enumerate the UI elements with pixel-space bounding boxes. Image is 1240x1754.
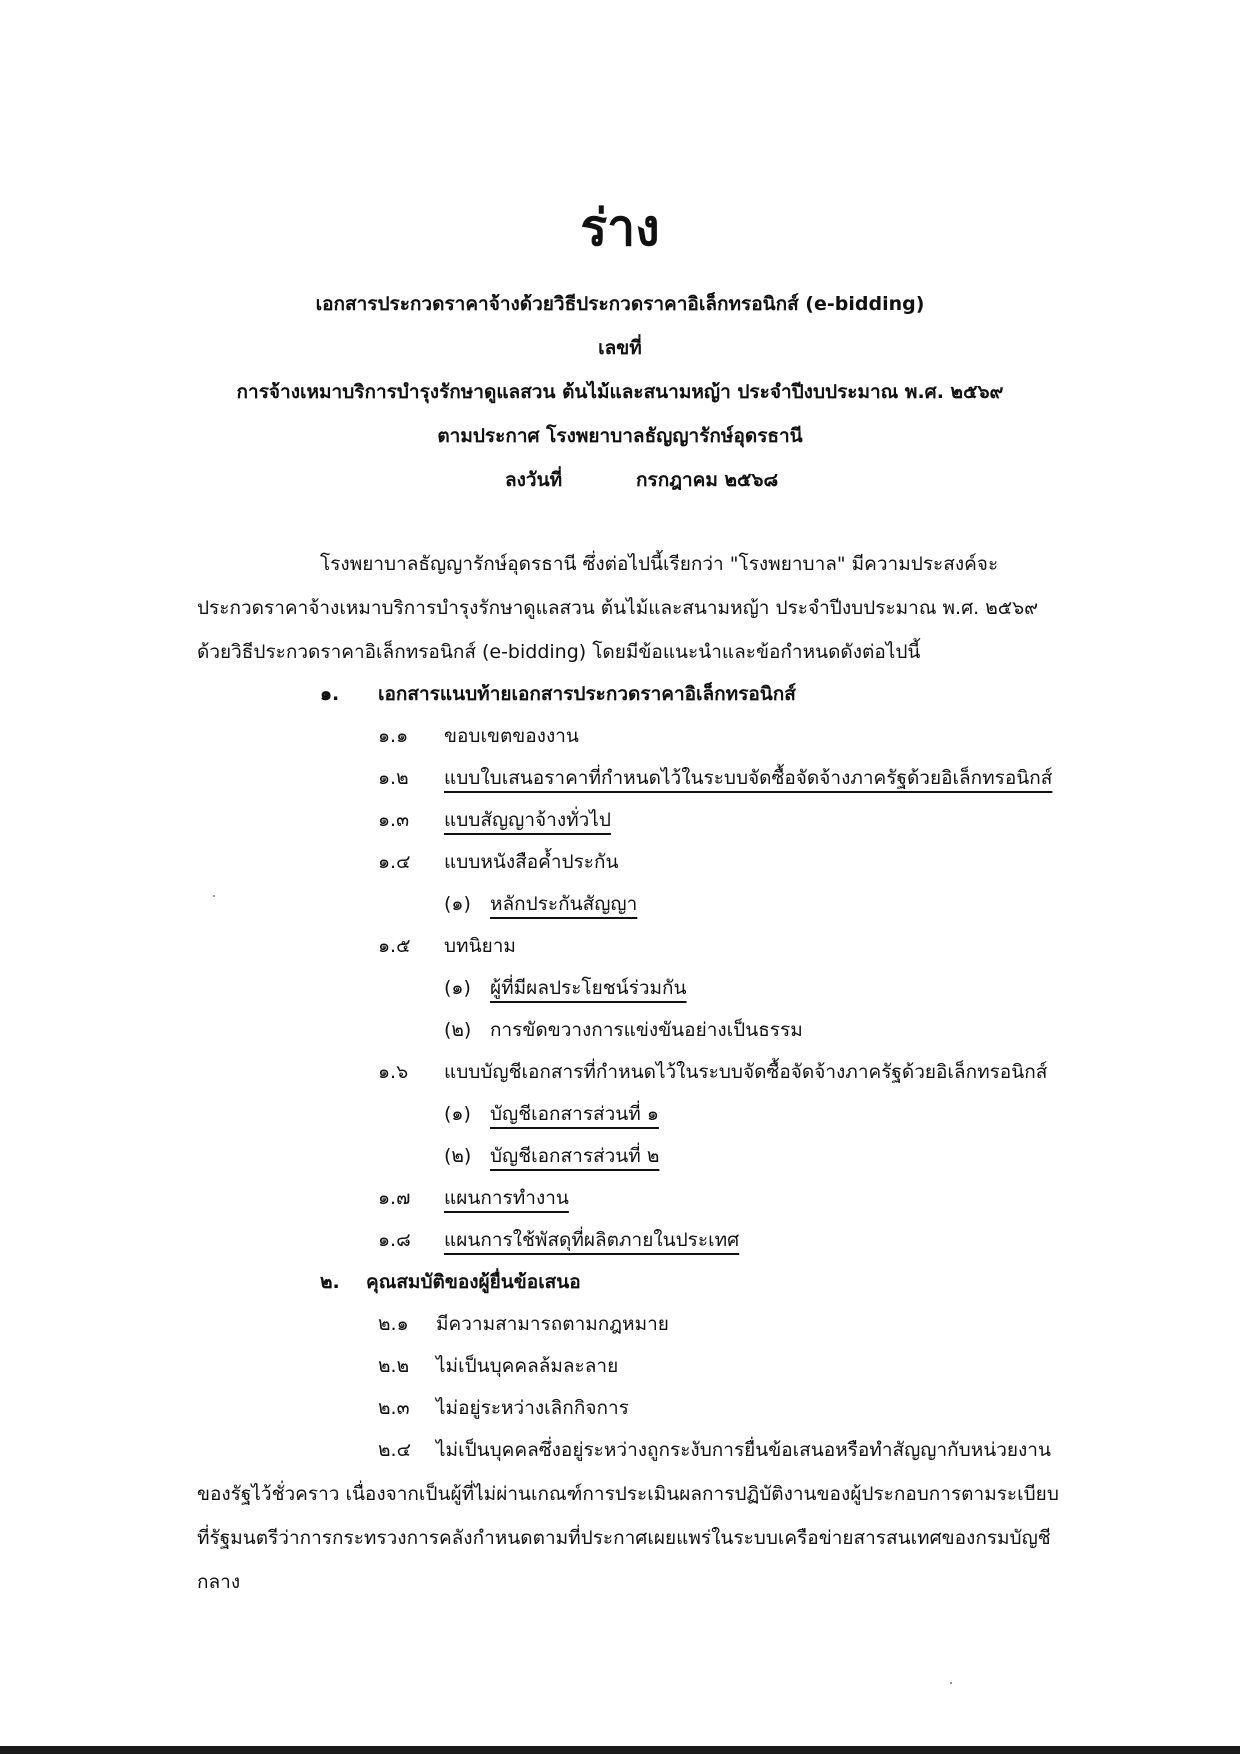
item-text-link: แผนการทำงาน: [444, 1187, 569, 1209]
item-number: ๑.๖: [378, 1061, 409, 1083]
item-text: ขอบเขตของงาน: [444, 725, 579, 747]
item-text: ไม่เป็นบุคคลล้มละลาย: [436, 1355, 619, 1377]
item-number: ๑.๘: [378, 1229, 411, 1251]
intro-line-1: โรงพยาบาลธัญญารักษ์อุดรธานี ซึ่งต่อไปนี้เรียกว่า "โรงพยาบาล" มีความประสงค์จะ: [320, 553, 999, 575]
item-number: ๒.๔: [378, 1439, 411, 1461]
item-number: ๑.๒: [378, 767, 409, 789]
item-number: ๑.๑: [378, 725, 409, 747]
draft-stamp: ร่าง: [580, 199, 660, 257]
doc-title: เอกสารประกวดราคาจ้างด้วยวิธีประกวดราคาอิเล็กทรอนิกส์ (e-bidding): [315, 293, 925, 315]
section-1-title: เอกสารแนบท้ายเอกสารประกวดราคาอิเล็กทรอนิกส์: [378, 683, 796, 705]
item-text-link: แผนการใช้พัสดุที่ผลิตภายในประเทศ: [444, 1229, 740, 1251]
item-number: ๑.๕: [378, 935, 411, 957]
item-text: ไม่อยู่ระหว่างเลิกกิจการ: [436, 1397, 629, 1419]
item-number: ๒.๒: [378, 1355, 410, 1377]
scan-speck: [213, 895, 215, 897]
item-number: ๑.๓: [378, 809, 410, 831]
section-2-continuation-1: ของรัฐไว้ชั่วคราว เนื่องจากเป็นผู้ที่ไม่ผ่านเกณฑ์การประเมินผลการปฏิบัติงานของผู้ประกอบการตามระเบียบ: [197, 1483, 1059, 1505]
subitem-text: การขัดขวางการแข่งขันอย่างเป็นธรรม: [490, 1019, 803, 1041]
item-number: ๑.๗: [378, 1187, 411, 1209]
doc-number-label: เลขที่: [598, 337, 642, 359]
doc-subject: การจ้างเหมาบริการบำรุงรักษาดูแลสวน ต้นไม้และสนามหญ้า ประจำปีงบประมาณ พ.ศ. ๒๕๖๙: [236, 381, 1004, 403]
subitem-text-link: ผู้ที่มีผลประโยชน์ร่วมกัน: [490, 977, 687, 999]
date-value: กรกฎาคม ๒๕๖๘: [636, 469, 779, 491]
subitem-number: (๑): [444, 893, 471, 915]
item-number: ๑.๔: [378, 851, 411, 873]
subitem-number: (๑): [444, 1103, 471, 1125]
section-1-number: ๑.: [320, 683, 340, 705]
item-number: ๒.๑: [378, 1313, 409, 1335]
item-text: ไม่เป็นบุคคลซึ่งอยู่ระหว่างถูกระงับการยื่นข้อเสนอหรือทำสัญญากับหน่วยงาน: [436, 1439, 1051, 1461]
item-text: มีความสามารถตามกฎหมาย: [436, 1313, 669, 1335]
item-text: แบบหนังสือค้ำประกัน: [444, 851, 619, 873]
section-2-title: คุณสมบัติของผู้ยื่นข้อเสนอ: [366, 1271, 581, 1293]
item-text-link: แบบใบเสนอราคาที่กำหนดไว้ในระบบจัดซื้อจัดจ้างภาครัฐด้วยอิเล็กทรอนิกส์: [444, 767, 1053, 789]
subitem-text-link: บัญชีเอกสารส่วนที่ ๒: [490, 1145, 660, 1167]
subitem-text-link: หลักประกันสัญญา: [490, 893, 638, 915]
doc-announcement: ตามประกาศ โรงพยาบาลธัญญารักษ์อุดรธานี: [437, 425, 803, 447]
intro-line-3: ด้วยวิธีประกวดราคาอิเล็กทรอนิกส์ (e-bidding) โดยมีข้อแนะนำและข้อกำหนดดังต่อไปนี้: [197, 641, 921, 663]
scan-speck: [950, 1682, 952, 1684]
intro-line-2: ประกวดราคาจ้างเหมาบริการบำรุงรักษาดูแลสวน ต้นไม้และสนามหญ้า ประจำปีงบประมาณ พ.ศ. ๒๕๖๙: [197, 597, 1039, 619]
item-text: บทนิยาม: [444, 935, 516, 957]
section-2-continuation-3: กลาง: [197, 1571, 241, 1593]
scan-edge-bar: [0, 1746, 1240, 1754]
date-label: ลงวันที่: [505, 469, 563, 491]
section-2-number: ๒.: [320, 1271, 340, 1293]
item-number: ๒.๓: [378, 1397, 410, 1419]
section-2-continuation-2: ที่รัฐมนตรีว่าการกระทรวงการคลังกำหนดตามที่ประกาศเผยแพร่ในระบบเครือข่ายสารสนเทศของกรมบัญชี: [197, 1527, 1051, 1549]
item-text-link: แบบสัญญาจ้างทั่วไป: [444, 809, 611, 831]
item-text: แบบบัญชีเอกสารที่กำหนดไว้ในระบบจัดซื้อจัดจ้างภาครัฐด้วยอิเล็กทรอนิกส์: [444, 1061, 1048, 1083]
subitem-number: (๑): [444, 977, 471, 999]
subitem-number: (๒): [444, 1019, 472, 1041]
subitem-text-link: บัญชีเอกสารส่วนที่ ๑: [490, 1103, 659, 1125]
subitem-number: (๒): [444, 1145, 472, 1167]
